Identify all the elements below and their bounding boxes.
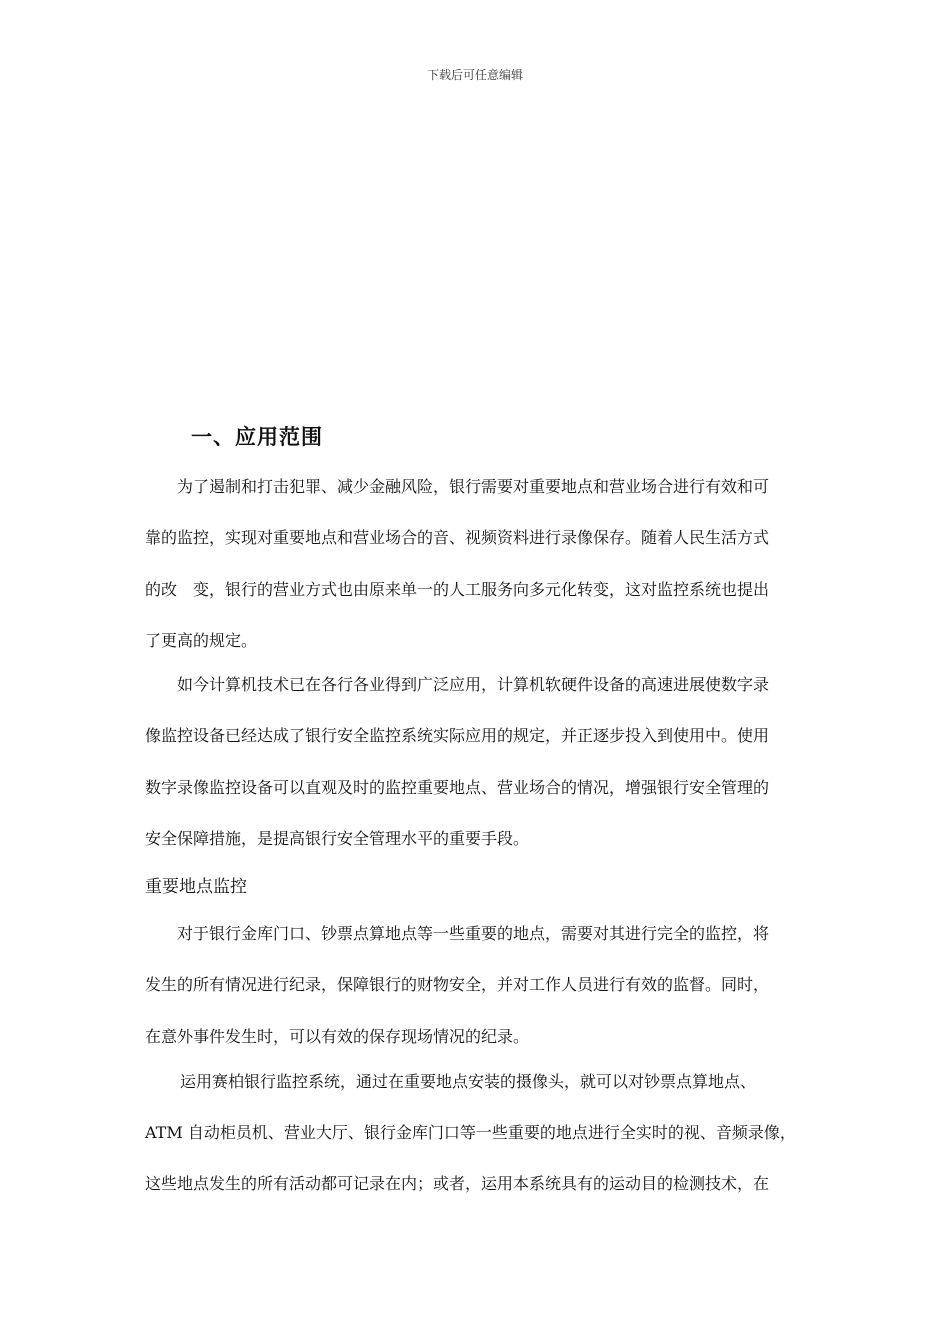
paragraph-line: 的改 变，银行的营业方式也由原来单一的人工服务向多元化转变，这对监控系统也提出 <box>145 580 770 599</box>
paragraph-line: 为了遏制和打击犯罪、减少金融风险，银行需要对重要地点和营业场合进行有效和可 <box>177 477 770 496</box>
section-heading: 一、应用范围 <box>191 425 323 449</box>
paragraph-line: 数字录像监控设备可以直观及时的监控重要地点、营业场合的情况，增强银行安全管理的 <box>145 778 770 797</box>
paragraph-line: 安全保障措施，是提高银行安全管理水平的重要手段。 <box>145 829 530 848</box>
paragraph-line: 对于银行金库门口、钞票点算地点等一些重要的地点，需要对其进行完全的监控，将 <box>177 924 770 943</box>
paragraph-line: 这些地点发生的所有活动都可记录在内；或者，运用本系统具有的运动目的检测技术，在 <box>145 1174 770 1193</box>
paragraph-line: 像监控设备已经达成了银行安全监控系统实际应用的规定，并正逐步投入到使用中。使用 <box>145 726 770 745</box>
paragraph-line: 靠的监控，实现对重要地点和营业场合的音、视频资料进行录像保存。随着人民生活方式 <box>145 528 770 547</box>
subsection-heading: 重要地点监控 <box>145 877 247 897</box>
paragraph-line: ATM 自动柜员机、营业大厅、银行金库门口等一些重要的地点进行全实时的视、音频录像， <box>145 1123 796 1142</box>
paragraph-line: 如今计算机技术已在各行各业得到广泛应用，计算机软硬件设备的高速进展使数字录 <box>177 675 770 694</box>
paragraph-line: 了更高的规定。 <box>145 631 258 650</box>
page-header: 下载后可任意编辑 <box>426 68 523 82</box>
paragraph-line: 在意外事件发生时，可以有效的保存现场情况的纪录。 <box>145 1027 530 1046</box>
paragraph-line: 运用赛柏银行监控系统，通过在重要地点安装的摄像头，就可以对钞票点算地点、 <box>180 1072 757 1091</box>
paragraph-line: 发生的所有情况进行纪录，保障银行的财物安全，并对工作人员进行有效的监督。同时， <box>145 975 770 994</box>
